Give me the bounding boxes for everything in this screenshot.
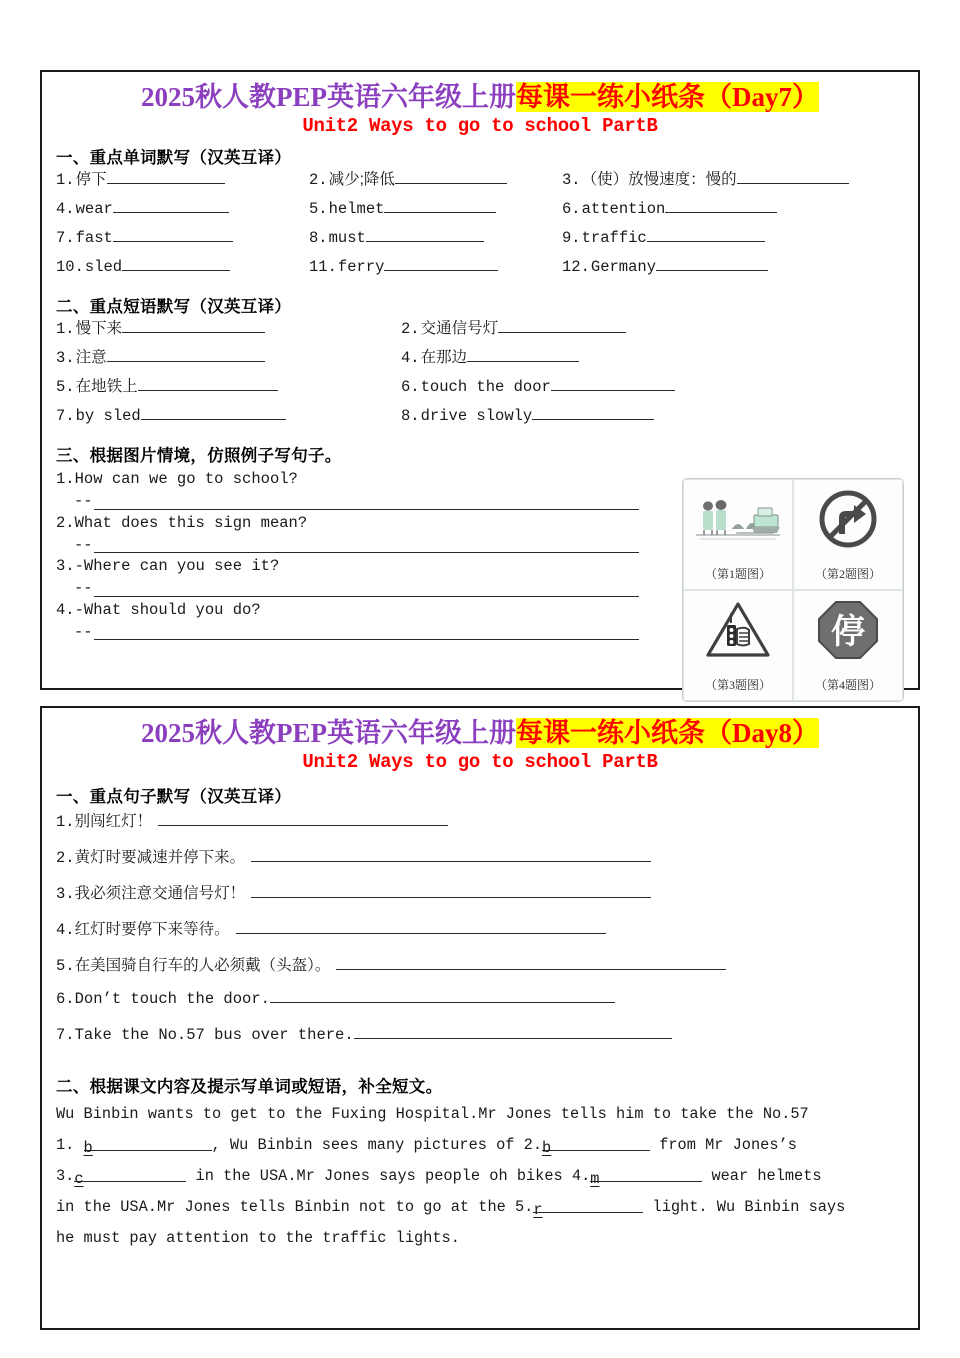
phrase-item: 4. 在那边 [401,348,904,377]
answer-row: -- [74,581,666,597]
question-text: 4.-What should you do? [56,600,261,619]
answer-blank[interactable] [122,319,265,333]
picture-caption: （第1题图） [704,567,771,582]
phrase-item: 7. by sled [56,406,401,435]
answer-blank[interactable] [737,170,849,184]
answer-blank[interactable] [270,989,615,1003]
page-title-day7 [56,82,904,112]
worksheet-card-day7 [40,70,920,693]
picture-caption: （第3题图） [704,678,771,693]
phrase-item: 5. 在地铁上 [56,377,401,406]
picture-cell-1 [683,479,793,590]
sentence-item: 2. 黄灯时要减速并停下来。 [56,845,904,881]
answer-blank[interactable] [551,377,675,391]
answer-blank[interactable] [395,170,507,184]
word-item: 10. sled [56,257,309,286]
word-item: 7. fast [56,228,309,257]
title-plain-day8: 2025秋人教PEP英语六年级上册 [141,718,516,748]
cloze-blank-5[interactable]: r [533,1195,643,1213]
title-highlight-day8: 每课一练小纸条（Day8） [516,718,819,748]
title-highlight-day7: 每课一练小纸条（Day7） [516,82,819,112]
answer-blank[interactable] [656,257,768,271]
answer-blank[interactable] [366,228,484,242]
subtitle-day8: Unit2 Ways to go to school PartB [302,751,658,774]
answer-blank[interactable] [107,170,225,184]
word-item: 2. 减少;降低 [309,170,562,199]
passage-text: light. Wu Binbin says [643,1198,846,1217]
title-plain-day7: 2025秋人教PEP英语六年级上册 [141,82,516,112]
word-item: 9. traffic [562,228,904,257]
page-title-day8 [56,718,904,748]
picture-cell-2 [793,479,903,590]
answer-row: -- [74,625,666,641]
answer-blank[interactable] [113,228,233,242]
phrase-item: 3. 注意 [56,348,401,377]
answer-blank[interactable] [354,1025,672,1039]
answer-blank[interactable] [384,199,496,213]
passage-text: wear helmets [702,1167,822,1186]
passage-text: , Wu Binbin sees many pictures of 2. [211,1136,543,1155]
cloze-blank-1[interactable]: b [84,1133,212,1151]
section-heading-cloze-day8: 二、根据课文内容及提示写单词或短语，补全短文。 [56,1078,443,1097]
phrase-item: 2. 交通信号灯 [401,319,904,348]
worksheet-card-day8 [40,706,920,1330]
picture-cell-4 [793,590,903,701]
passage-text: Wu Binbin wants to get to the Fuxing Hospital.Mr Jones tells him to take the No.57 [56,1105,809,1124]
word-grid-day7 [56,170,904,286]
picture-panel [682,478,904,702]
answer-row: -- [74,494,666,510]
sentence-item: 5. 在美国骑自行车的人必须戴（头盔）。 [56,953,904,989]
word-item: 5. helmet [309,199,562,228]
answer-blank[interactable] [113,199,229,213]
subtitle-day7: Unit2 Ways to go to school PartB [302,115,658,138]
traffic-light-warning-triangle-icon [692,597,784,663]
answer-blank[interactable] [94,496,639,510]
question-list [56,470,666,640]
cloze-passage [56,1099,904,1254]
passage-text: 1. [56,1136,84,1155]
answer-blank[interactable] [251,884,651,898]
answer-row: -- [74,538,666,554]
word-item: 12. Germany [562,257,904,286]
word-item: 8. must [309,228,562,257]
answer-blank[interactable] [107,348,265,362]
word-item: 4. wear [56,199,309,228]
passage-text: in the USA.Mr Jones tells Binbin not to go at the 5. [56,1198,534,1217]
section-heading-words-day7: 一、重点单词默写（汉英互译） [56,149,292,168]
answer-blank[interactable] [467,348,579,362]
answer-blank[interactable] [665,199,777,213]
question-area-day7 [56,470,904,693]
answer-blank[interactable] [498,319,626,333]
section-heading-sentences-day7: 三、根据图片情境，仿照例子写句子。 [56,447,342,466]
answer-blank[interactable] [336,956,726,970]
phrase-grid-day7 [56,319,904,435]
answer-blank[interactable] [94,539,639,553]
passage-text: he must pay attention to the traffic lights. [56,1229,460,1248]
phrase-item: 1. 慢下来 [56,319,401,348]
picture-cell-3 [683,590,793,701]
picture-caption: （第4题图） [814,678,881,693]
phrase-item: 6. touch the door [401,377,904,406]
passage-text: in the USA.Mr Jones says people oh bikes 4. [186,1167,591,1186]
section-heading-sentences-day8: 一、重点句子默写（汉英互译） [56,788,292,807]
answer-blank[interactable] [647,228,765,242]
answer-blank[interactable] [532,406,654,420]
sentence-item: 3. 我必须注意交通信号灯！ [56,881,904,917]
word-item: 1. 停下 [56,170,309,199]
answer-blank[interactable] [384,257,498,271]
answer-blank[interactable] [158,812,448,826]
passage-text: 3. [56,1167,75,1186]
sentence-item: 4. 红灯时要停下来等待。 [56,917,904,953]
answer-blank[interactable] [94,626,639,640]
stop-glyph: 停 [831,613,865,652]
word-item: 11. ferry [309,257,562,286]
cloze-blank-3[interactable]: c [74,1164,186,1182]
cloze-blank-2[interactable]: b [542,1133,650,1151]
word-item: 6. attention [562,199,904,228]
answer-blank[interactable] [141,406,286,420]
answer-blank[interactable] [251,848,651,862]
sentence-list-day8 [56,809,904,1061]
question-text: 3.-Where can you see it? [56,557,280,576]
no-right-turn-sign-icon [802,486,894,552]
answer-blank[interactable] [94,583,639,597]
section-heading-phrases-day7: 二、重点短语默写（汉英互译） [56,298,292,317]
sentence-item: 6. Don’t touch the door. [56,989,904,1025]
word-item: 3. （使）放慢速度：慢的 [562,170,904,199]
answer-blank[interactable] [138,377,278,391]
question-text: 2.What does this sign mean? [56,513,308,532]
passage-text: from Mr Jones’s [650,1136,797,1155]
cloze-blank-4[interactable]: m [590,1164,702,1182]
sentence-item: 1. 别闯红灯！ [56,809,904,845]
octagon-stop-sign-icon [802,597,894,663]
sentence-item: 7. Take the No.57 bus over there. [56,1025,904,1061]
question-text: 1.How can we go to school? [56,470,298,489]
answer-blank[interactable] [122,257,230,271]
answer-blank[interactable] [236,920,606,934]
phrase-item: 8. drive slowly [401,406,904,435]
picture-caption: （第2题图） [814,567,881,582]
ferry-scene-sketch-icon [692,486,784,552]
